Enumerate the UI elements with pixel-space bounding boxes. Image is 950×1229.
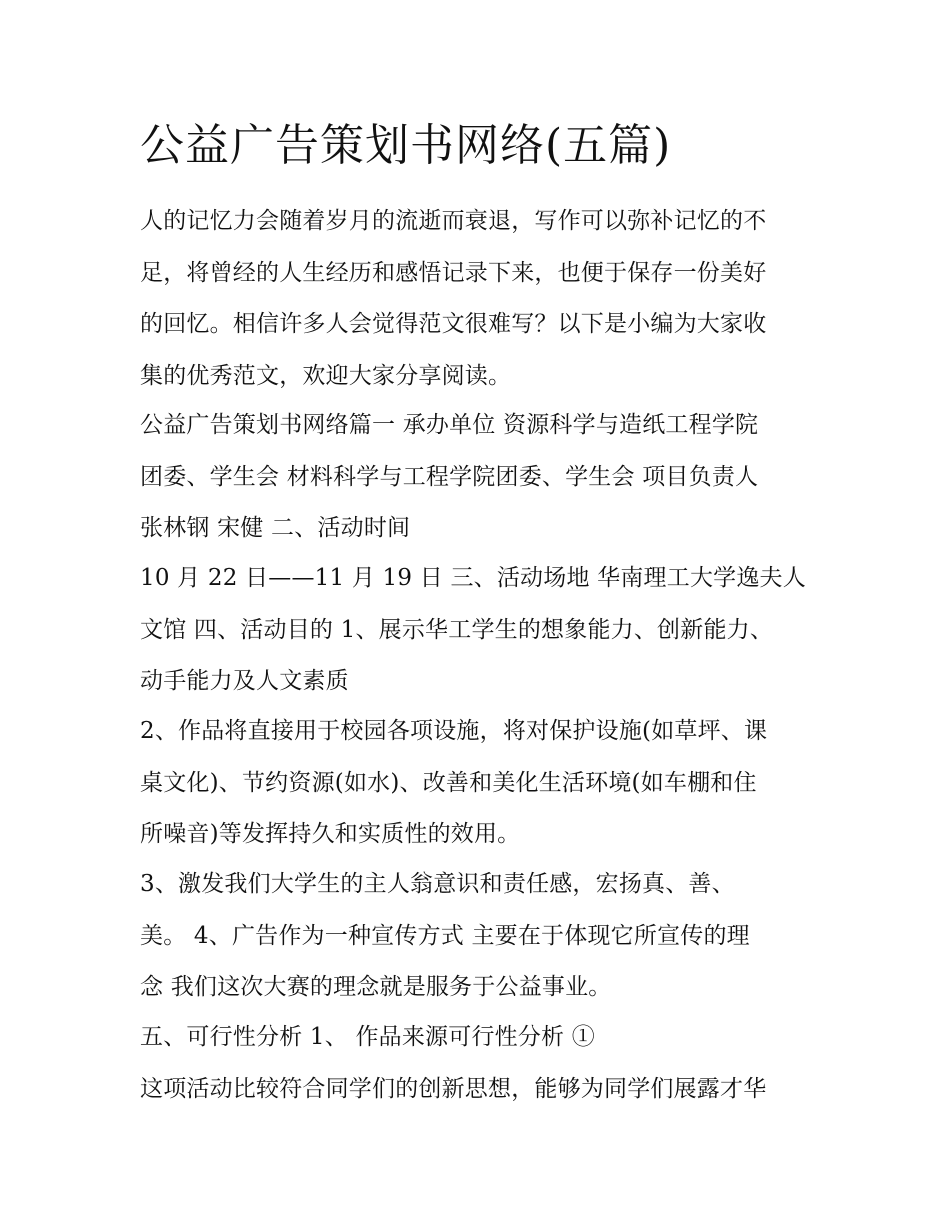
document-title: 公益广告策划书网络(五篇) [140, 120, 672, 171]
paragraph-feasibility-body [140, 1064, 820, 1116]
text-line: 美。 4、广告作为一种宣传方式 主要在于体现它所宣传的理 [140, 922, 750, 949]
text-line: 文馆 四、活动目的 1、展示华工学生的想象能力、创新能力、 [140, 616, 774, 643]
paragraph-purpose-3-4 [140, 859, 820, 1014]
text-line: 张林钢 宋健 二、活动时间 [140, 515, 411, 541]
text-line: 3、激发我们大学生的主人翁意识和责任感，宏扬真、善、 [140, 871, 735, 897]
paragraph-purpose-2 [140, 706, 820, 861]
text-line: 公益广告策划书网络篇一 承办单位 资源科学与造纸工程学院 [140, 412, 759, 438]
text-line: 念 我们这次大赛的理念就是服务于公益事业。 [140, 974, 612, 1000]
paragraph-time-venue [140, 553, 820, 708]
paragraph-organizers [140, 400, 820, 555]
text-line: 桌文化)、节约资源(如水)、改善和美化生活环境(如车棚和住 [140, 769, 757, 796]
text-line: 团委、学生会 材料科学与工程学院团委、学生会 项目负责人 [140, 463, 759, 490]
text-line: 10 月 22 日——11 月 19 日 三、活动场地 华南理工大学逸夫人 [140, 565, 806, 591]
text-line: 人的记忆力会随着岁月的流逝而衰退，写作可以弥补记忆的不 [140, 208, 767, 234]
text-line: 五、可行性分析 1、 作品来源可行性分析 ① [140, 1024, 595, 1050]
text-line: 动手能力及人文素质 [140, 668, 349, 694]
text-line: 的回忆。相信许多人会觉得范文很难写？以下是小编为大家收 [140, 311, 767, 337]
text-line: 足，将曾经的人生经历和感悟记录下来，也便于保存一份美好 [140, 259, 767, 286]
paragraph-feasibility [140, 1012, 820, 1064]
paragraph-intro [140, 196, 820, 402]
text-line: 这项活动比较符合同学们的创新思想，能够为同学们展露才华 [140, 1076, 767, 1102]
text-line: 2、作品将直接用于校园各项设施，将对保护设施(如草坪、课 [140, 718, 768, 744]
text-line: 所噪音)等发挥持久和实质性的效用。 [140, 821, 521, 847]
text-line: 集的优秀范文，欢迎大家分享阅读。 [140, 362, 512, 389]
